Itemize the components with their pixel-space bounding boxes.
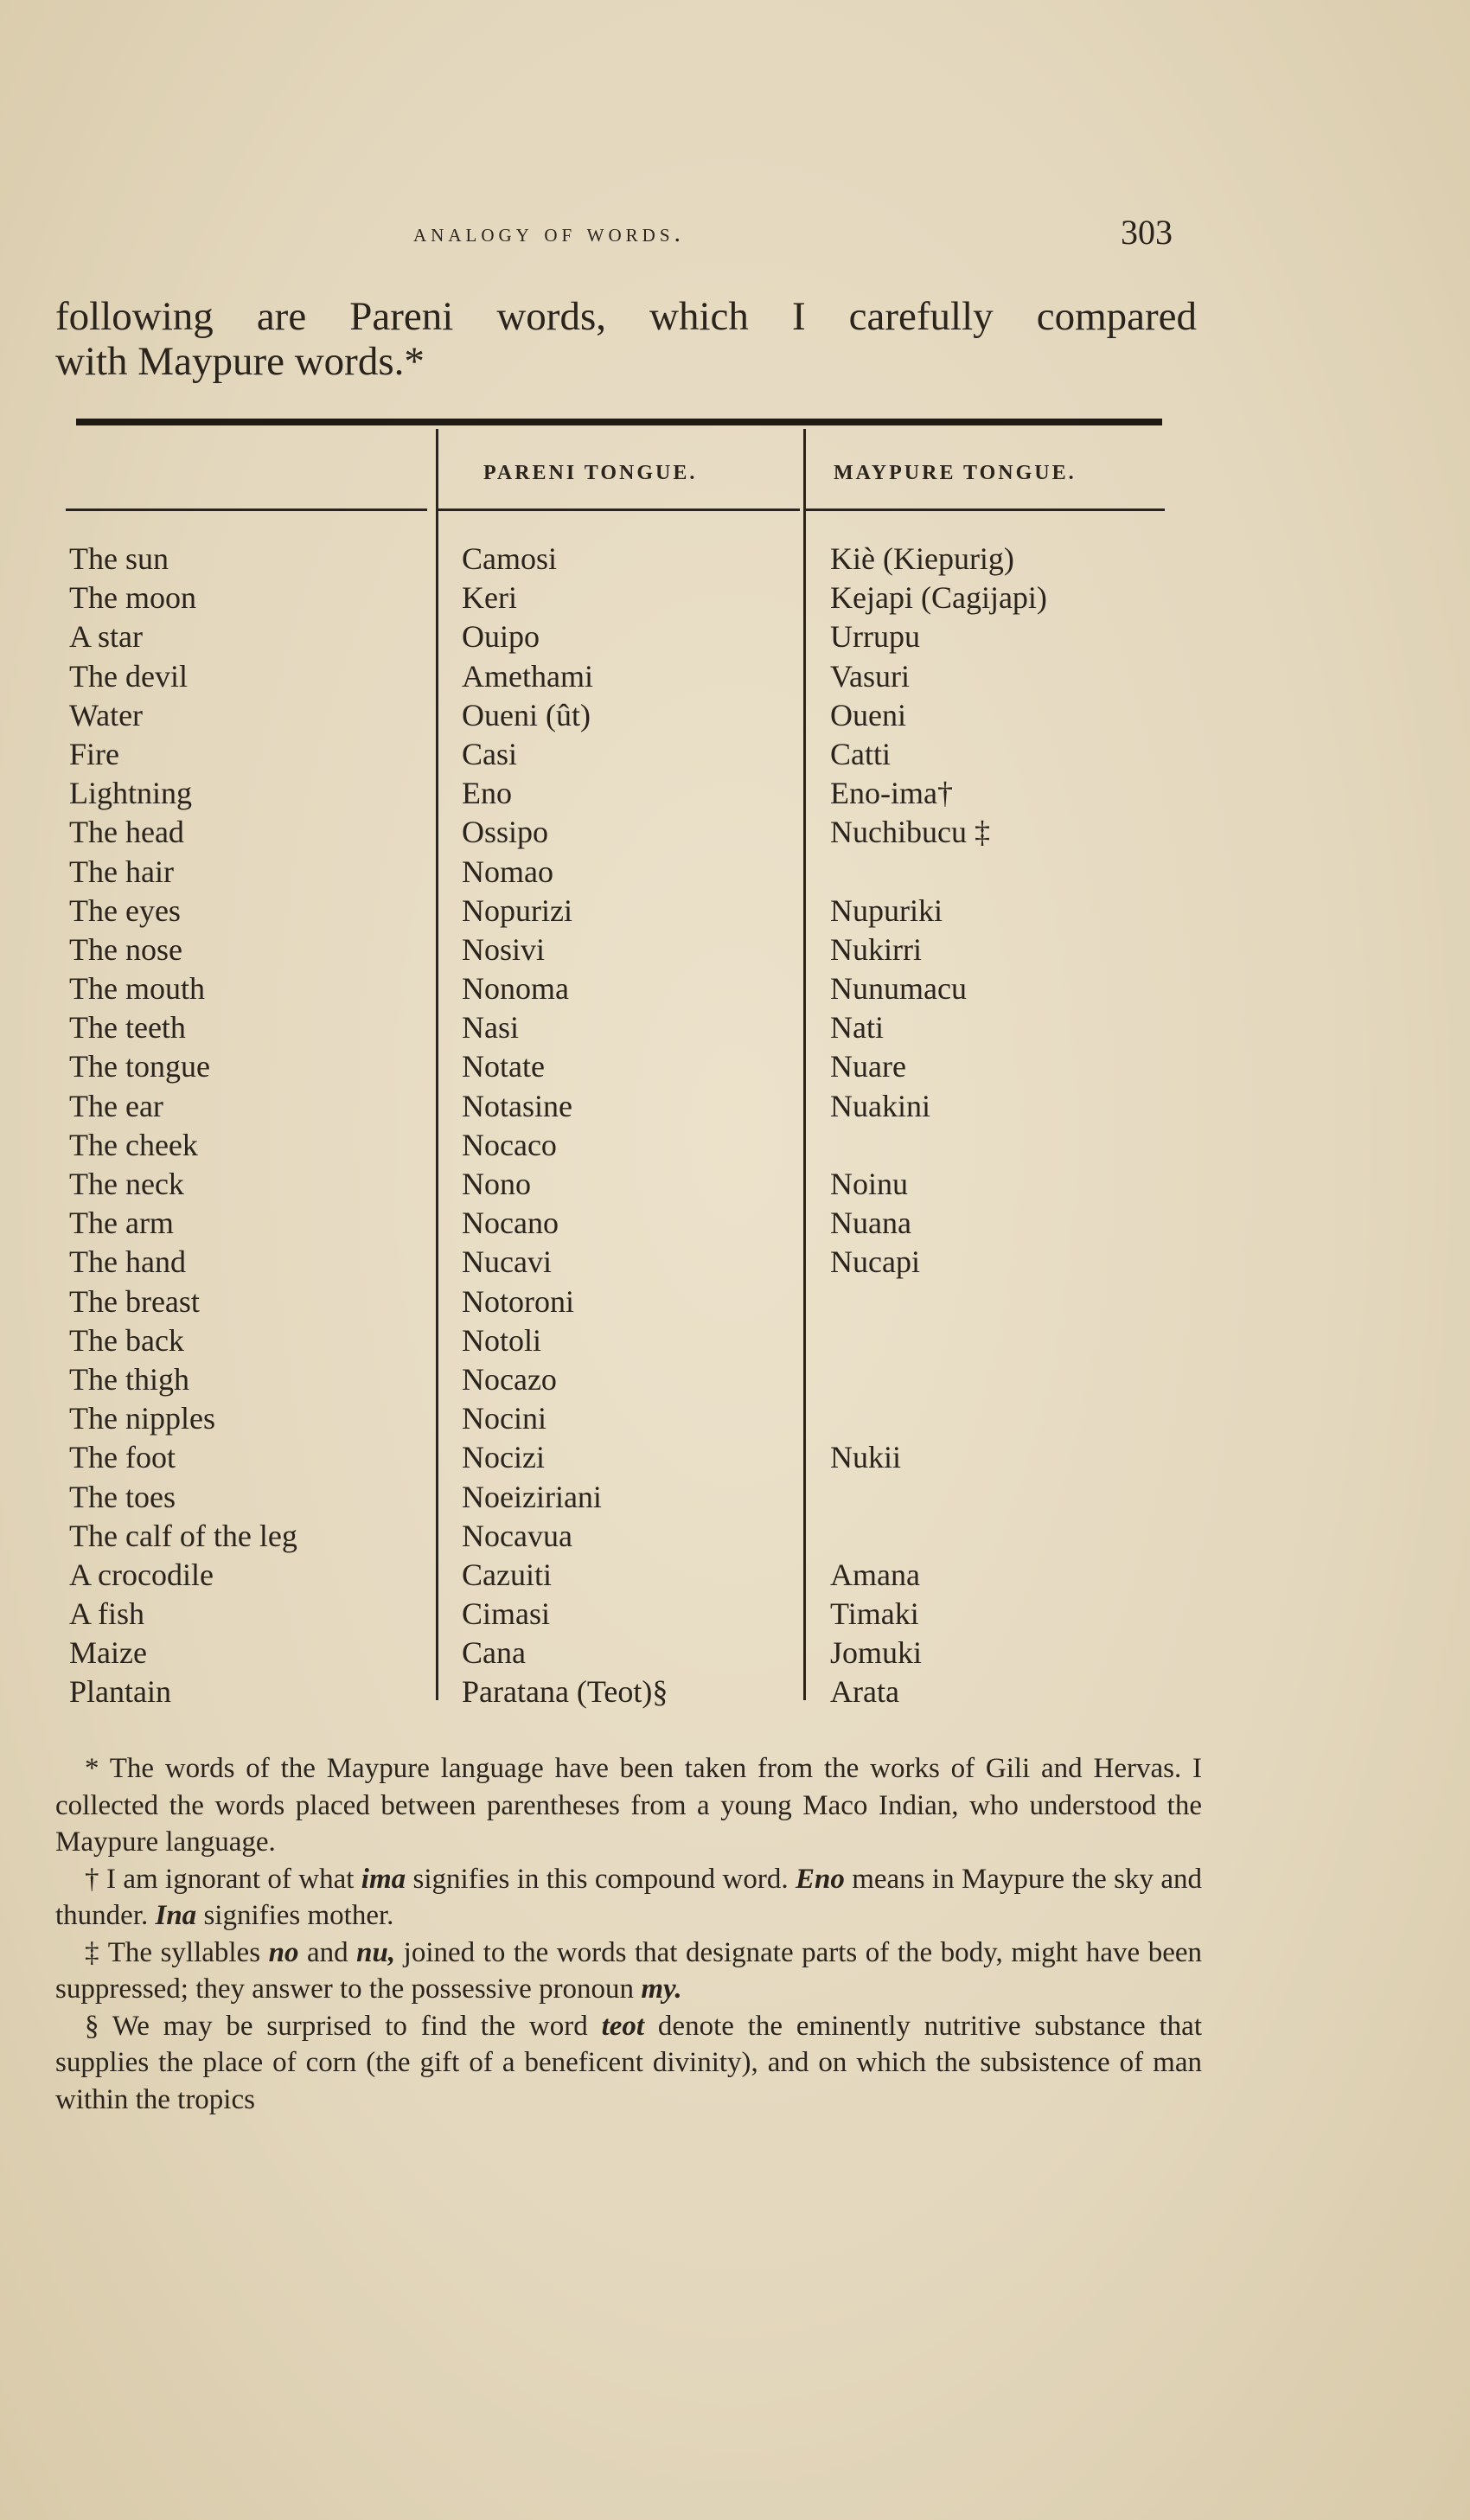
footnote-emphasis: my. — [641, 1973, 682, 2005]
footnote — [55, 2008, 1202, 2119]
pareni-word: Cimasi — [462, 1596, 551, 1632]
pareni-word: Notate — [462, 1049, 545, 1084]
english-term: The toes — [69, 1479, 176, 1514]
table-row — [64, 579, 1171, 617]
english-term: Fire — [69, 736, 119, 771]
pareni-word: Notoroni — [462, 1283, 574, 1319]
pareni-word: Nasi — [462, 1010, 519, 1046]
footnote-emphasis: nu, — [356, 1936, 396, 1968]
table-row — [64, 657, 1171, 696]
footnote-emphasis: Eno — [795, 1863, 845, 1895]
table-row — [64, 540, 1171, 579]
pareni-word: Nomao — [462, 854, 553, 889]
maypure-word: Arata — [830, 1674, 899, 1710]
header-underline — [66, 508, 427, 511]
table-row — [64, 1360, 1171, 1399]
footnote — [55, 1750, 1202, 1861]
footnote-text: means in Maypure the sky and thunder. — [55, 1863, 1203, 1931]
pareni-word: Notoli — [462, 1322, 542, 1358]
footnote-text: signifies in this compound word. — [406, 1863, 796, 1895]
pareni-word: Amethami — [462, 658, 593, 694]
pareni-word: Nocizi — [462, 1440, 545, 1475]
table-row — [64, 1517, 1171, 1556]
maypure-word: Noinu — [830, 1167, 908, 1201]
pareni-word: Notasine — [462, 1088, 572, 1123]
english-term: The neck — [69, 1167, 184, 1201]
table-header — [64, 462, 1171, 514]
english-term: The hair — [69, 854, 174, 889]
english-term: The arm — [69, 1206, 174, 1241]
footnote — [55, 1861, 1202, 1935]
maypure-word: Amana — [830, 1557, 920, 1592]
english-term: The sun — [69, 541, 169, 576]
english-term: A star — [69, 619, 143, 655]
footnote-text: ‡ The syllables — [85, 1936, 269, 1968]
english-term: The head — [69, 815, 184, 850]
pareni-word: Nocini — [462, 1401, 546, 1436]
pareni-word: Eno — [462, 776, 512, 811]
maypure-word: Eno-ima† — [830, 776, 953, 811]
intro-paragraph — [55, 294, 1197, 384]
footnote-text: and — [298, 1936, 357, 1968]
table-body — [64, 540, 1171, 1712]
english-term: The devil — [69, 658, 188, 694]
table-row — [64, 735, 1171, 774]
table-row — [64, 1165, 1171, 1204]
maypure-word: Nuana — [830, 1206, 911, 1241]
table-row — [64, 853, 1171, 892]
footnote — [55, 1935, 1202, 2008]
table-row — [64, 1438, 1171, 1477]
maypure-word: Nuchibucu ‡ — [830, 815, 990, 850]
english-term: Maize — [69, 1635, 147, 1671]
header-pareni: PARENI TONGUE. — [483, 462, 698, 484]
english-term: The thigh — [69, 1361, 189, 1397]
pareni-word: Nocaco — [462, 1127, 557, 1162]
pareni-word: Nocazo — [462, 1361, 557, 1397]
english-term: The ear — [69, 1088, 163, 1123]
pareni-word: Nocavua — [462, 1518, 572, 1553]
english-term: The teeth — [69, 1010, 186, 1046]
header-underline — [806, 508, 1165, 511]
english-term: The moon — [69, 580, 196, 616]
english-term: The tongue — [69, 1049, 210, 1084]
english-term: The nipples — [69, 1401, 215, 1436]
pareni-word: Camosi — [462, 541, 558, 576]
maypure-word: Oueni — [830, 697, 906, 732]
table-row — [64, 1282, 1171, 1321]
maypure-word: Nupuriki — [830, 892, 943, 928]
maypure-word: Nuakini — [830, 1088, 930, 1123]
footnote-text: * The words of the Maypure language have been taken from the works of Gili and Hervas. I collected the words placed between parentheses from a young Maco Indian, who understood the Maypure language. — [55, 1753, 1202, 1858]
table-row — [64, 1595, 1171, 1634]
table-row — [64, 1126, 1171, 1165]
english-term: The breast — [69, 1283, 200, 1319]
footnote-text: † I am ignorant of what — [85, 1863, 361, 1895]
maypure-word: Vasuri — [830, 658, 910, 694]
pareni-word: Ouipo — [462, 619, 540, 655]
english-term: A fish — [69, 1596, 145, 1632]
table-row — [64, 1008, 1171, 1047]
english-term: The cheek — [69, 1127, 198, 1162]
table-top-rule — [76, 419, 1162, 425]
pareni-word: Nopurizi — [462, 892, 572, 928]
table-row — [64, 892, 1171, 931]
footnote-text: § We may be surprised to find the word — [85, 2010, 602, 2042]
footnote-emphasis: teot — [601, 2010, 645, 2042]
pareni-word: Paratana (Teot)§ — [462, 1674, 668, 1710]
footnote-text: denote the eminently nutritive substance that supplies the place of corn (the gift of a beneficent divinity), and on which the subsistence of man within the tropics — [55, 2010, 1202, 2115]
table-row — [64, 1634, 1171, 1673]
table-row — [64, 1204, 1171, 1243]
english-term: The eyes — [69, 892, 181, 928]
english-term: A crocodile — [69, 1557, 214, 1592]
table-row — [64, 813, 1171, 852]
maypure-word: Urrupu — [830, 619, 920, 655]
english-term: The hand — [69, 1244, 186, 1280]
english-term: Plantain — [69, 1674, 171, 1710]
maypure-word: Kejapi (Cagijapi) — [830, 580, 1047, 616]
table-row — [64, 696, 1171, 735]
running-title: analogy of words. — [413, 219, 686, 247]
footnote-text: signifies mother. — [196, 1900, 394, 1931]
maypure-word: Catti — [830, 736, 891, 771]
maypure-word: Nunumacu — [830, 971, 967, 1007]
page-number: 303 — [1121, 213, 1173, 252]
english-term: The calf of the leg — [69, 1518, 297, 1553]
maypure-word: Nati — [830, 1010, 884, 1046]
english-term: The nose — [69, 931, 182, 967]
maypure-word: Nuare — [830, 1049, 906, 1084]
pareni-word: Cana — [462, 1635, 526, 1671]
pareni-word: Cazuiti — [462, 1557, 552, 1592]
table-row — [64, 1321, 1171, 1360]
pareni-word: Nono — [462, 1167, 531, 1201]
header-maypure: MAYPURE TONGUE. — [834, 462, 1077, 484]
maypure-word: Nucapi — [830, 1244, 920, 1280]
pareni-word: Ossipo — [462, 815, 549, 850]
maypure-word: Kiè (Kiepurig) — [830, 541, 1014, 576]
table-row — [64, 1673, 1171, 1711]
table-row — [64, 1047, 1171, 1086]
pareni-word: Nucavi — [462, 1244, 552, 1280]
pareni-word: Nosivi — [462, 931, 546, 967]
pareni-word: Noeiziriani — [462, 1479, 602, 1514]
maypure-word: Jomuki — [830, 1635, 923, 1671]
pareni-word: Keri — [462, 580, 517, 616]
footnote-text: joined to the words that designate parts of the body, might have been suppressed; they answer to the possessive pronoun — [55, 1936, 1202, 2005]
english-term: Water — [69, 697, 144, 732]
table-row — [64, 1087, 1171, 1126]
table-row — [64, 1556, 1171, 1595]
footnote-emphasis: Ina — [155, 1900, 197, 1931]
intro-line: with Maypure words.* — [55, 339, 425, 384]
table-row — [64, 1478, 1171, 1517]
maypure-word: Nukirri — [830, 931, 922, 967]
header-underline — [438, 508, 800, 511]
intro-line: following are Pareni words, which I carefully compared — [55, 294, 1197, 339]
running-head — [0, 212, 1470, 255]
footnotes — [55, 1750, 1202, 2118]
english-term: Lightning — [69, 776, 192, 811]
maypure-word: Timaki — [830, 1596, 919, 1632]
english-term: The mouth — [69, 971, 205, 1007]
pareni-word: Nocano — [462, 1206, 559, 1241]
table-row — [64, 1243, 1171, 1282]
footnote-emphasis: no — [268, 1936, 299, 1968]
maypure-word: Nukii — [830, 1440, 902, 1475]
footnote-emphasis: ima — [361, 1863, 406, 1895]
pareni-word: Casi — [462, 736, 518, 771]
table-row — [64, 969, 1171, 1008]
table-row — [64, 1399, 1171, 1438]
english-term: The foot — [69, 1440, 176, 1475]
english-term: The back — [69, 1322, 184, 1358]
pareni-word: Oueni (ût) — [462, 697, 591, 732]
table-row — [64, 931, 1171, 969]
pareni-word: Nonoma — [462, 971, 569, 1007]
table-row — [64, 774, 1171, 813]
table-row — [64, 617, 1171, 656]
